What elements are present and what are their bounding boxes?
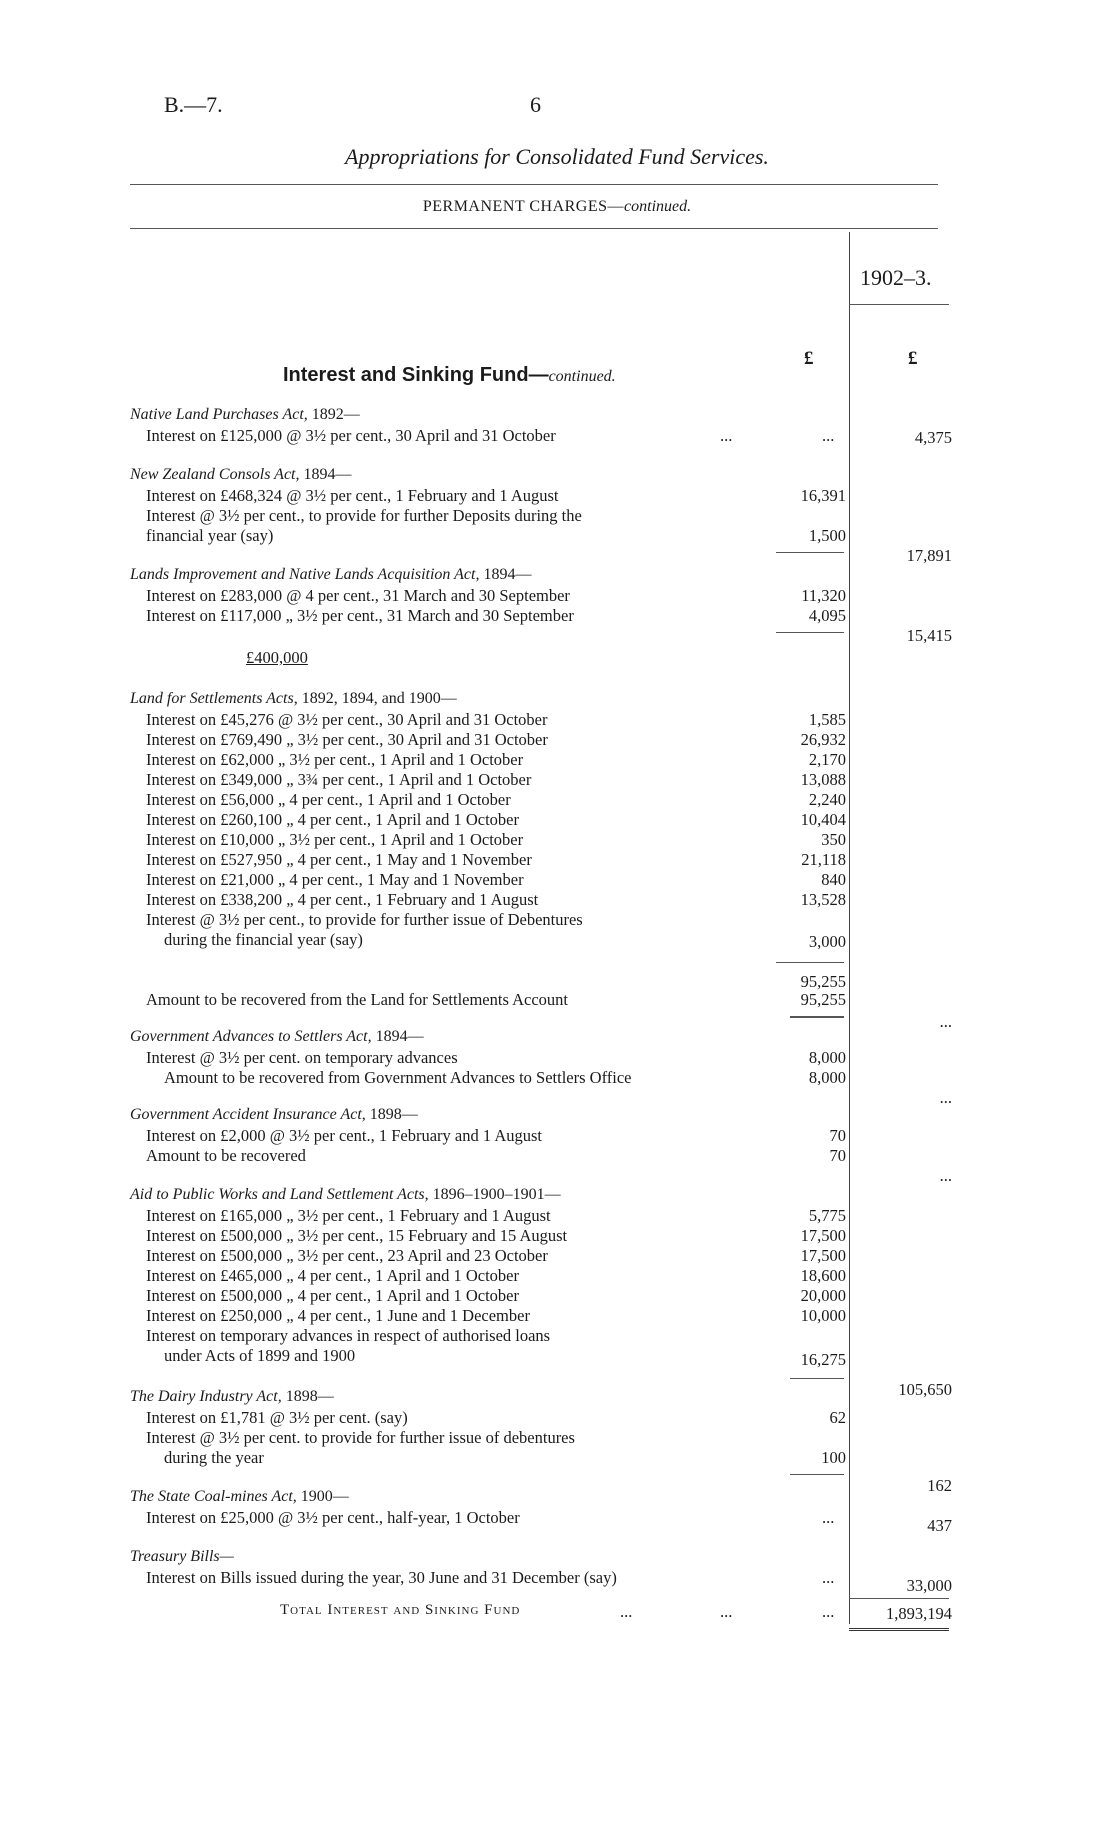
native-land-col-dots: ... [822,426,835,445]
nz-consols-sum-rule [776,552,844,553]
grand-total-dots-1: ... [620,1602,633,1621]
gov-accident-line2: Amount to be recovered [146,1146,306,1165]
currency-left: £ [804,348,814,369]
lands-improvement-line1-value: 11,320 [801,586,846,605]
land-settlements-row: Interest on £21,000 „ 4 per cent., 1 May and 1 November [146,870,524,889]
land-settlements-row-value: 2,170 [808,750,846,769]
land-settlements-row: Interest on £56,000 „ 4 per cent., 1 April and 1 October [146,790,511,809]
column-divider [849,232,850,1624]
gov-advances-line2-value: 8,000 [808,1068,846,1087]
currency-right: £ [908,348,918,369]
lands-improvement-principal: £400,000 [246,648,308,667]
lands-improvement-line2-value: 4,095 [808,606,846,625]
dairy-title: The Dairy Industry Act, 1898— [130,1388,334,1405]
land-settlements-row-value: 1,585 [808,710,846,729]
lands-improvement-title: Lands Improvement and Native Lands Acquisition Act, 1894— [130,566,532,583]
nz-consols-line2b: financial year (say) [146,526,274,545]
gov-accident-line1: Interest on £2,000 @ 3½ per cent., 1 February and 1 August [146,1126,542,1145]
land-settlements-recover-value: 95,255 [800,990,846,1009]
land-settlements-row-value: 2,240 [808,790,846,809]
nz-consols-total: 17,891 [906,546,952,565]
grand-total-top-rule [849,1598,949,1599]
gov-advances-line1: Interest @ 3½ per cent. on temporary advances [146,1048,458,1067]
nz-consols-line1-value: 16,391 [800,486,846,505]
land-settlements-extra-value: 3,000 [808,932,846,951]
land-settlements-row-value: 21,118 [801,850,846,869]
nz-consols-title: New Zealand Consols Act, 1894— [130,466,352,483]
public-works-row-value: 18,600 [800,1266,846,1285]
land-settlements-row: Interest on £338,200 „ 4 per cent., 1 February and 1 August [146,890,539,909]
grand-total-label: Total Interest and Sinking Fund [280,1602,521,1618]
dairy-total: 162 [927,1476,952,1495]
land-settlements-row: Interest on £349,000 „ 3¾ per cent., 1 April and 1 October [146,770,532,789]
land-settlements-row-value: 13,528 [800,890,846,909]
public-works-row-value: 20,000 [800,1286,846,1305]
dairy-line2b: during the year [164,1448,264,1467]
land-settlements-row-value: 10,404 [800,810,846,829]
grand-total-value: 1,893,194 [886,1604,952,1623]
year-header: 1902–3. [860,265,932,290]
public-works-extra-value: 16,275 [800,1350,846,1369]
land-settlements-recover-label: Amount to be recovered from the Land for Settlements Account [146,990,568,1009]
public-works-extra-line2: under Acts of 1899 and 1900 [164,1346,356,1365]
dairy-sum-rule [790,1474,844,1475]
land-settlements-row-value: 840 [821,870,846,889]
public-works-row: Interest on £250,000 „ 4 per cent., 1 June and 1 December [146,1306,530,1325]
public-works-total: 105,650 [898,1380,952,1399]
gov-advances-line1-value: 8,000 [808,1048,846,1067]
native-land-title: Native Land Purchases Act, 1892— [130,406,360,423]
grand-total-dots-2: ... [720,1602,733,1621]
subtitle-rule [130,228,938,229]
land-settlements-title: Land for Settlements Acts, 1892, 1894, and 1900— [130,690,457,707]
gov-advances-total: ... [939,1088,952,1107]
public-works-row-value: 5,775 [808,1206,846,1225]
gov-advances-title: Government Advances to Settlers Act, 1894— [130,1028,424,1045]
land-settlements-total: ... [939,1012,952,1031]
page-reference: B.—7. [164,92,223,117]
dairy-line1-value: 62 [829,1408,846,1427]
gov-accident-total: ... [939,1166,952,1185]
public-works-row: Interest on £500,000 „ 3½ per cent., 15 February and 15 August [146,1226,568,1245]
coal-mines-title: The State Coal-mines Act, 1900— [130,1488,349,1505]
land-settlements-row: Interest on £527,950 „ 4 per cent., 1 May and 1 November [146,850,532,869]
land-settlements-total-rule [790,1016,844,1018]
native-land-line: Interest on £125,000 @ 3½ per cent., 30 April and 31 October [146,426,556,445]
land-settlements-row-value: 26,932 [800,730,846,749]
land-settlements-row: Interest on £769,490 „ 3½ per cent., 30 April and 31 October [146,730,548,749]
coal-mines-line: Interest on £25,000 @ 3½ per cent., half-year, 1 October [146,1508,520,1527]
grand-total-dots-3: ... [822,1602,835,1621]
dairy-line2-value: 100 [821,1448,846,1467]
native-land-dots: ... [720,426,733,445]
public-works-row-value: 10,000 [800,1306,846,1325]
page-subtitle: PERMANENT CHARGES—continued. [422,198,692,215]
public-works-title: Aid to Public Works and Land Settlement Acts, 1896–1900–1901— [130,1186,561,1203]
public-works-row-value: 17,500 [800,1226,846,1245]
land-settlements-row: Interest on £260,100 „ 4 per cent., 1 April and 1 October [146,810,519,829]
treasury-total: 33,000 [906,1576,952,1595]
land-settlements-row-value: 350 [821,830,846,849]
lands-improvement-sum-rule [776,632,844,633]
public-works-row: Interest on £165,000 „ 3½ per cent., 1 February and 1 August [146,1206,551,1225]
nz-consols-line1: Interest on £468,324 @ 3½ per cent., 1 February and 1 August [146,486,559,505]
public-works-sum-rule [790,1378,844,1379]
land-settlements-sum: 95,255 [800,972,846,991]
lands-improvement-total: 15,415 [906,626,952,645]
page-number: 6 [530,92,541,117]
coal-mines-total: 437 [927,1516,952,1535]
gov-accident-line2-value: 70 [829,1146,846,1165]
native-land-total: 4,375 [914,428,952,447]
lands-improvement-line1: Interest on £283,000 @ 4 per cent., 31 March and 30 September [146,586,570,605]
page-title: Appropriations for Consolidated Fund Services. [345,144,769,169]
public-works-row: Interest on £500,000 „ 3½ per cent., 23 April and 23 October [146,1246,548,1265]
gov-advances-line2: Amount to be recovered from Government Advances to Settlers Office [164,1068,632,1087]
nz-consols-line2: Interest @ 3½ per cent., to provide for further Deposits during the [146,506,582,525]
land-settlements-extra-line2: during the financial year (say) [164,930,363,949]
public-works-extra-line1: Interest on temporary advances in respect of authorised loans [146,1326,551,1345]
land-settlements-extra-line1: Interest @ 3½ per cent., to provide for further issue of Debentures [146,910,583,929]
land-settlements-row: Interest on £62,000 „ 3½ per cent., 1 April and 1 October [146,750,524,769]
dairy-line2: Interest @ 3½ per cent. to provide for further issue of debentures [146,1428,575,1447]
lands-improvement-line2: Interest on £117,000 „ 3½ per cent., 31 March and 30 September [146,606,574,625]
gov-accident-line1-value: 70 [829,1126,846,1145]
treasury-line: Interest on Bills issued during the year, 30 June and 31 December (say) [146,1568,617,1587]
year-rule [849,304,949,305]
land-settlements-row: Interest on £10,000 „ 3½ per cent., 1 April and 1 October [146,830,524,849]
dairy-line1: Interest on £1,781 @ 3½ per cent. (say) [146,1408,408,1427]
title-rule [130,184,938,185]
land-settlements-row: Interest on £45,276 @ 3½ per cent., 30 April and 31 October [146,710,548,729]
gov-accident-title: Government Accident Insurance Act, 1898— [130,1106,418,1123]
section-heading: Interest and Sinking Fund—continued. [283,364,616,386]
public-works-row: Interest on £500,000 „ 4 per cent., 1 April and 1 October [146,1286,519,1305]
land-settlements-sum-rule [776,962,844,963]
land-settlements-row-value: 13,088 [800,770,846,789]
coal-mines-col-dots: ... [822,1508,835,1527]
treasury-col-dots: ... [822,1568,835,1587]
nz-consols-line2-value: 1,500 [808,526,846,545]
treasury-title: Treasury Bills— [130,1548,234,1565]
public-works-row: Interest on £465,000 „ 4 per cent., 1 April and 1 October [146,1266,519,1285]
grand-total-double-rule [849,1628,949,1631]
public-works-row-value: 17,500 [800,1246,846,1265]
